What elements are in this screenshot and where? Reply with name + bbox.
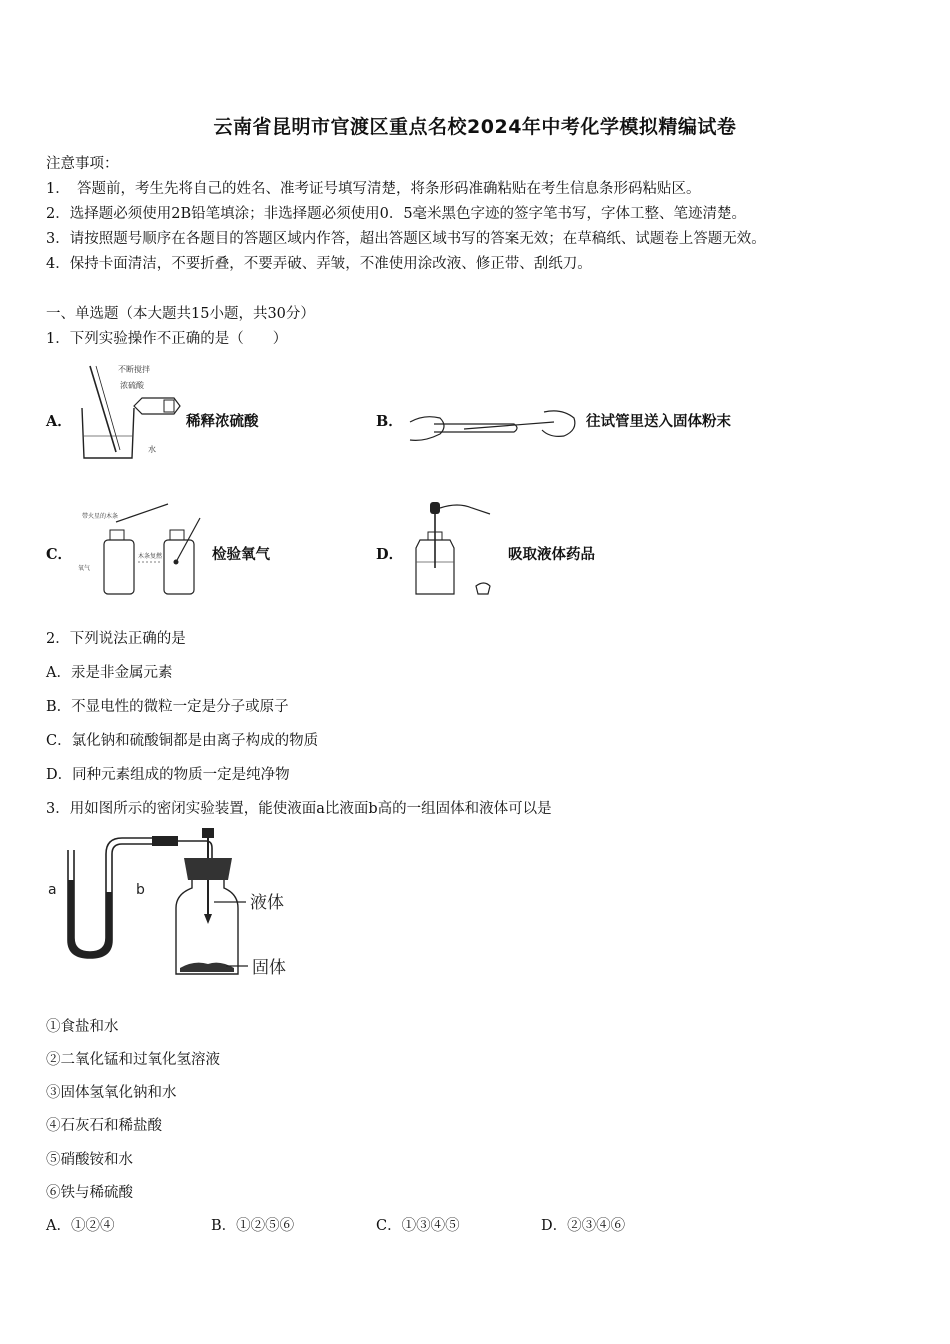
fig-c-text-relight: 木条复燃 — [138, 553, 163, 560]
notice-item: 4．保持卡面清洁，不要折叠，不要弄破、弄皱，不准使用涂改液、修正带、刮纸刀。 — [46, 256, 592, 272]
fig-c-text-stick: 带火星的木条 — [82, 513, 119, 520]
notice-item: 1． 答题前，考生先将自己的姓名、准考证号填写清楚，将条形码准确粘贴在考生信息条形码粘贴区。 — [46, 181, 701, 197]
q1-option-d-caption: 吸取液体药品 — [508, 546, 595, 563]
q1-option-a-figure — [76, 362, 186, 462]
q3-item: ⑥铁与稀硫酸 — [46, 1185, 133, 1201]
q3-label-b: b — [136, 882, 145, 898]
fig-a-text-water: 水 — [148, 445, 156, 454]
q3-apparatus-figure — [44, 828, 304, 988]
q3-item: ①食盐和水 — [46, 1019, 119, 1035]
q1-option-c-figure — [78, 500, 208, 600]
notice-item: 2．选择题必须使用2B铅笔填涂；非选择题必须使用0．5毫米黑色字迹的签字笔书写，字体工整、笔迹清楚。 — [46, 206, 747, 222]
q3-item: ③固体氢氧化钠和水 — [46, 1085, 177, 1101]
fig-c-text-oxygen: 氧气 — [78, 565, 91, 572]
q1-option-b-caption: 往试管里送入固体粉末 — [586, 413, 731, 430]
q1-option-c-caption: 检验氧气 — [212, 546, 270, 563]
q1-option-c-label[interactable]: C． — [46, 546, 73, 563]
q3-item: ④石灰石和稀盐酸 — [46, 1118, 162, 1134]
question-3-stem: 3．用如图所示的密闭实验装置，能使液面a比液面b高的一组固体和液体可以是 — [46, 801, 552, 817]
q2-option-c[interactable]: C．氯化钠和硫酸铜都是由离子构成的物质 — [46, 733, 319, 749]
q3-label-solid: 固体 — [252, 958, 286, 978]
q2-option-b[interactable]: B．不显电性的微粒一定是分子或原子 — [46, 699, 289, 715]
q1-option-d-figure — [406, 498, 506, 602]
section-heading: 一、单选题（本大题共15小题，共30分） — [46, 306, 315, 322]
question-1-stem: 1．下列实验操作不正确的是（ ） — [46, 331, 288, 347]
notice-heading: 注意事项： — [46, 156, 119, 172]
q1-option-a-caption: 稀释浓硫酸 — [186, 413, 259, 430]
q3-choice-b[interactable]: B．①②⑤⑥ — [211, 1218, 295, 1234]
fig-a-text-stir: 不断搅拌 — [118, 365, 150, 374]
page-title: 云南省昆明市官渡区重点名校2024年中考化学模拟精编试卷 — [213, 116, 737, 138]
q1-option-a-label[interactable]: A． — [46, 413, 72, 430]
fig-a-text-acid: 浓硫酸 — [120, 381, 144, 390]
q3-choice-c[interactable]: C．①③④⑤ — [376, 1218, 460, 1234]
q1-option-d-label[interactable]: D． — [376, 546, 404, 563]
q3-choice-d[interactable]: D．②③④⑥ — [541, 1218, 626, 1234]
notice-item: 3．请按照题号顺序在各题目的答题区域内作答，超出答题区域书写的答案无效；在草稿纸、试题卷上答题无效。 — [46, 231, 766, 247]
q3-label-a: a — [48, 882, 57, 898]
q2-option-a[interactable]: A．汞是非金属元素 — [46, 665, 173, 681]
q1-option-b-figure — [404, 404, 584, 454]
question-2-stem: 2．下列说法正确的是 — [46, 631, 186, 647]
q2-option-d[interactable]: D．同种元素组成的物质一定是纯净物 — [46, 767, 290, 783]
q3-label-liquid: 液体 — [250, 893, 284, 913]
q1-option-b-label[interactable]: B． — [376, 413, 403, 430]
q3-choice-a[interactable]: A．①②④ — [46, 1218, 115, 1234]
q3-item: ⑤硝酸铵和水 — [46, 1152, 133, 1168]
q3-item: ②二氧化锰和过氧化氢溶液 — [46, 1052, 220, 1068]
